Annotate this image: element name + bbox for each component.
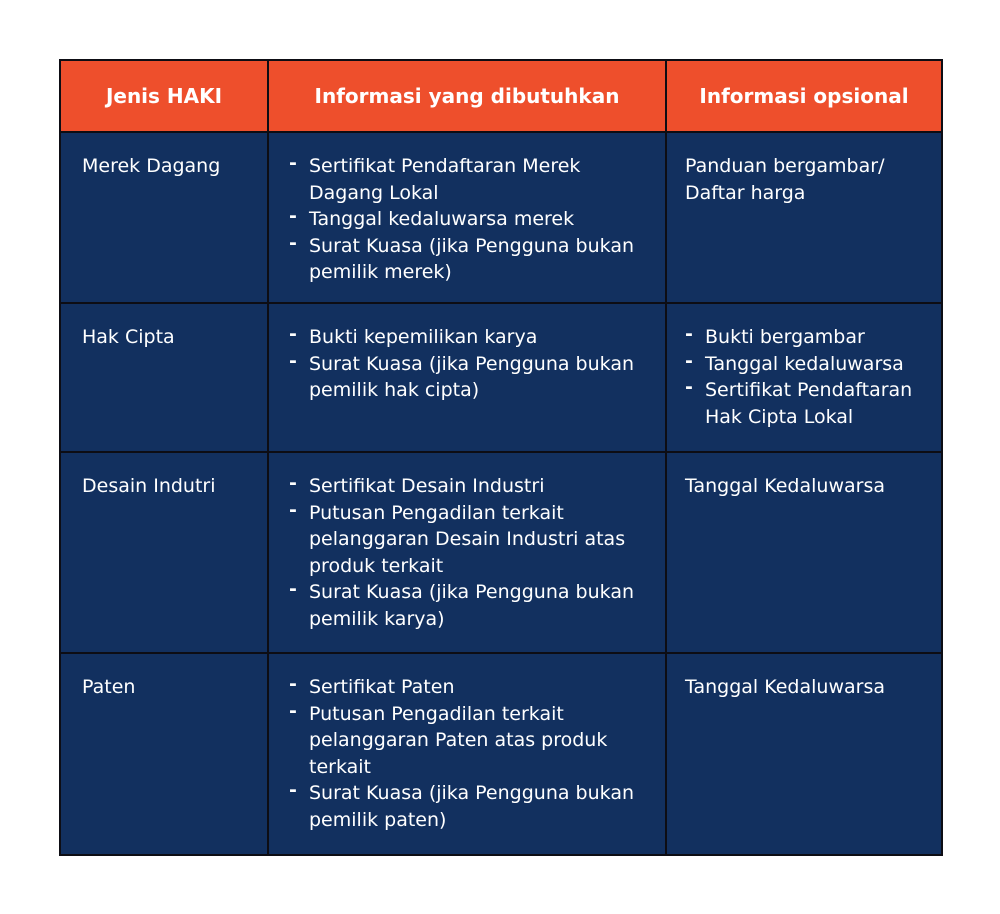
list-item: - Bukti kepemilikan karya <box>289 324 653 351</box>
list-item: - Tanggal kedaluwarsa merek <box>289 206 653 233</box>
cell-required <box>268 452 666 653</box>
cell-required <box>268 653 666 855</box>
list-item: - Putusan Pengadilan terkait pelanggaran Desain Industri atas produk terkait <box>289 500 653 580</box>
list-item: - Putusan Pengadilan terkait pelanggaran Paten atas produk terkait <box>289 701 653 781</box>
list-item: - Surat Kuasa (jika Pengguna bukan pemilik karya) <box>289 579 653 632</box>
cell-type: Desain Indutri <box>60 452 268 653</box>
optional-text: Tanggal Kedaluwarsa <box>685 676 885 698</box>
optional-text: Panduan bergambar/ Daftar harga <box>685 155 885 204</box>
list-item: - Sertifikat Paten <box>289 674 653 701</box>
cell-type: Paten <box>60 653 268 855</box>
list-item: - Sertifikat Desain Industri <box>289 473 653 500</box>
list-item: - Tanggal kedaluwarsa <box>685 351 931 378</box>
optional-text: Tanggal Kedaluwarsa <box>685 475 885 497</box>
table-row-hak-cipta <box>60 303 942 452</box>
header-informasi-dibutuhkan: Informasi yang dibutuhkan <box>268 60 666 132</box>
haki-info-table <box>59 59 943 856</box>
required-list <box>289 324 653 404</box>
required-list <box>289 473 653 632</box>
list-item: - Bukti bergambar <box>685 324 931 351</box>
cell-required <box>268 303 666 452</box>
list-item: - Surat Kuasa (jika Pengguna bukan pemilik merek) <box>289 233 653 286</box>
optional-list <box>685 324 931 430</box>
cell-optional <box>666 132 942 303</box>
list-item: - Surat Kuasa (jika Pengguna bukan pemilik hak cipta) <box>289 351 653 404</box>
header-informasi-opsional: Informasi opsional <box>666 60 942 132</box>
table-header-row <box>60 60 942 132</box>
cell-required <box>268 132 666 303</box>
list-item: - Sertifikat Pendaftaran Hak Cipta Lokal <box>685 377 931 430</box>
required-list <box>289 153 653 286</box>
cell-type: Hak Cipta <box>60 303 268 452</box>
table-row-desain-industri <box>60 452 942 653</box>
table-row-paten <box>60 653 942 855</box>
cell-optional <box>666 653 942 855</box>
table-row-merek-dagang <box>60 132 942 303</box>
header-jenis-haki: Jenis HAKI <box>60 60 268 132</box>
cell-type: Merek Dagang <box>60 132 268 303</box>
cell-optional <box>666 303 942 452</box>
cell-optional <box>666 452 942 653</box>
list-item: - Sertifikat Pendaftaran Merek Dagang Lokal <box>289 153 653 206</box>
list-item: - Surat Kuasa (jika Pengguna bukan pemilik paten) <box>289 780 653 833</box>
required-list <box>289 674 653 833</box>
